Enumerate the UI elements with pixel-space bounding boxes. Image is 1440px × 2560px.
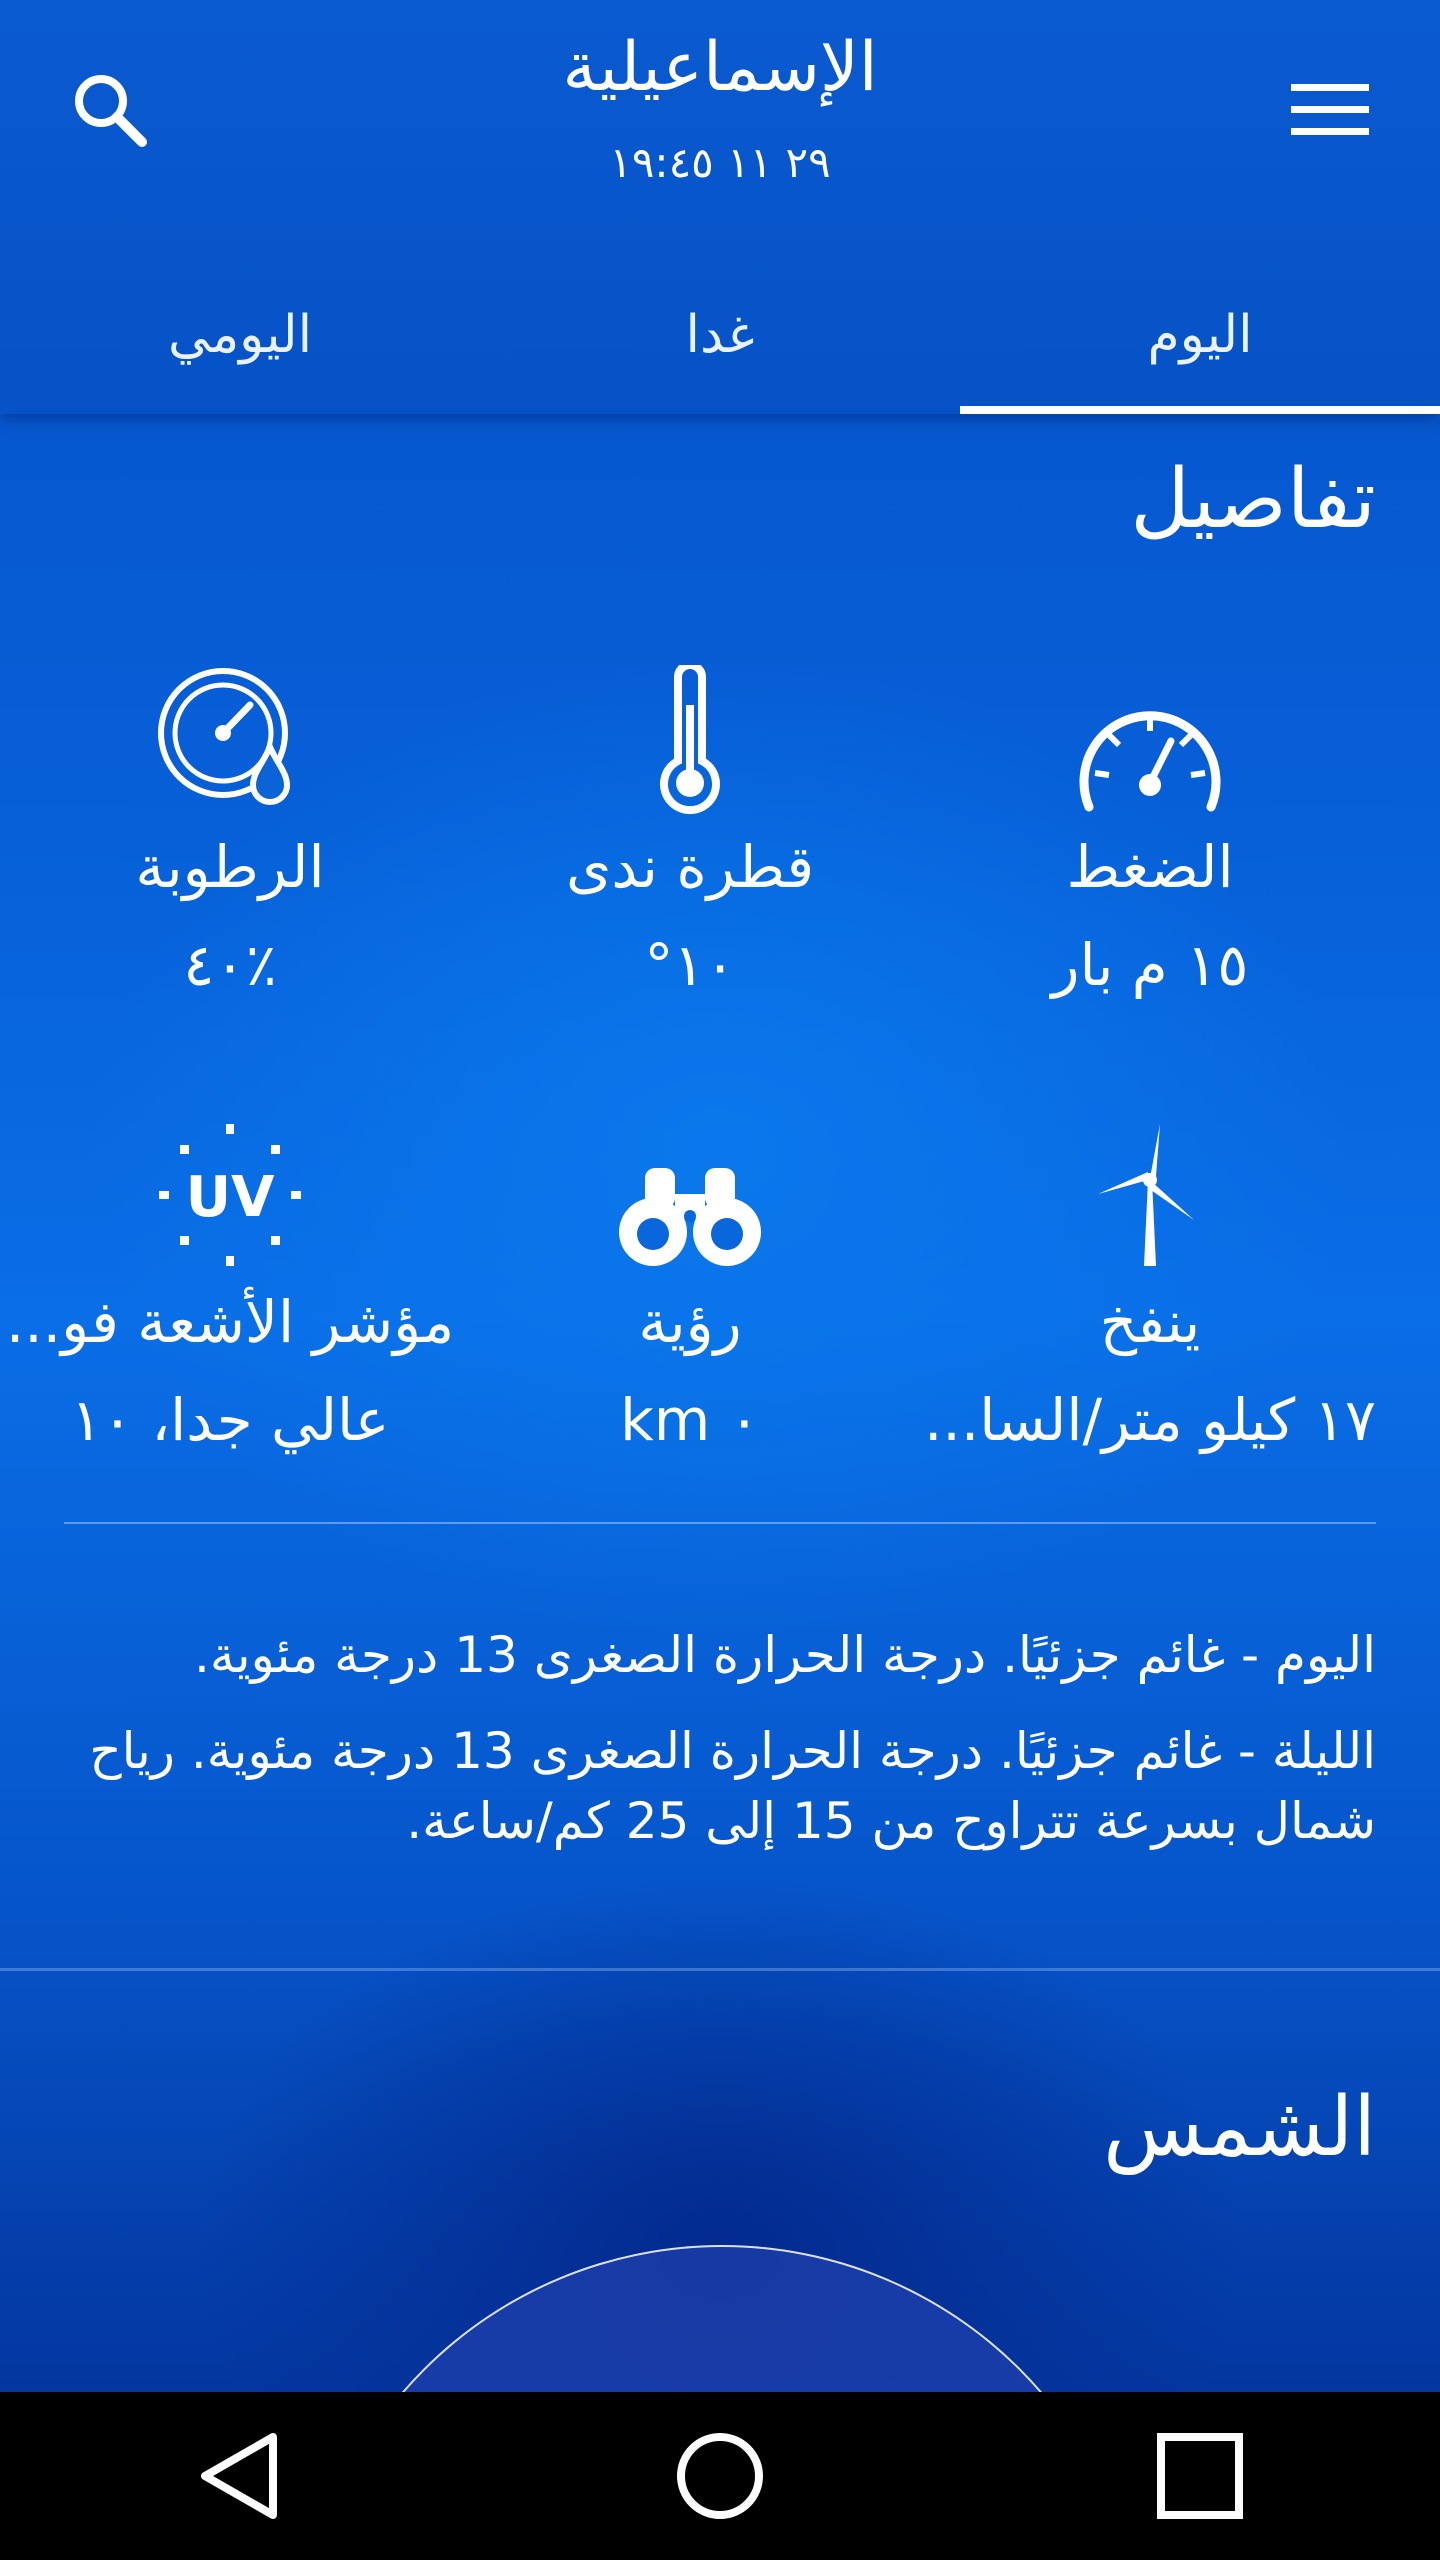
home-icon: [675, 2431, 765, 2521]
search-button[interactable]: [60, 60, 160, 160]
details-divider: [64, 1522, 1376, 1524]
details-row-2: [0, 1110, 1440, 1460]
detail-dew-point: [460, 655, 920, 1005]
recents-icon: [1155, 2431, 1245, 2521]
tab-today[interactable]: اليوم: [960, 255, 1440, 414]
wind-turbine-icon: [1090, 1120, 1210, 1270]
detail-label: مؤشر الأشعة فو...: [5, 1288, 455, 1356]
detail-visibility: [460, 1110, 920, 1460]
thermometer-icon: [650, 665, 730, 815]
forecast-today: اليوم - غائم جزئيًا. درجة الحرارة الصغرى 13 درجة مئوية.: [193, 1626, 1376, 1684]
search-icon: [68, 68, 152, 152]
detail-value: عالي جدا، ١٠: [70, 1386, 390, 1454]
details-title: تفاصيل: [1130, 452, 1376, 547]
uv-icon: [155, 1120, 305, 1270]
svg-text:UV: UV: [185, 1165, 275, 1230]
detail-value: ١٥ م بار: [1051, 931, 1249, 999]
app-header: [0, 0, 1440, 414]
humidity-gauge-icon: [155, 665, 305, 815]
detail-humidity: [0, 655, 460, 1005]
detail-label: قطرة ندى: [565, 833, 815, 901]
detail-value: ١٠°: [644, 931, 736, 999]
recents-button[interactable]: [1120, 2416, 1280, 2536]
tab-tomorrow[interactable]: غدا: [685, 304, 755, 365]
sun-arc: [300, 2245, 1144, 2392]
tab-daily[interactable]: اليومي: [167, 304, 313, 365]
section-divider: [0, 1968, 1440, 1971]
back-icon: [195, 2431, 285, 2521]
detail-value: ٪٤٠: [183, 931, 277, 999]
sun-title: الشمس: [1103, 2080, 1376, 2175]
back-button[interactable]: [160, 2416, 320, 2536]
date-time: ٢٩ ١١ ١٩:٤٥: [609, 138, 831, 187]
menu-icon: [1291, 80, 1369, 140]
detail-label: رؤية: [638, 1288, 742, 1356]
menu-button[interactable]: [1280, 60, 1380, 160]
forecast-tonight: الليلة - غائم جزئيًا. درجة الحرارة الصغرى 13 درجة مئوية. رياح شمال بسرعة تتراوح من 15 إلى 25 كم/ساعة.: [89, 1722, 1376, 1850]
detail-value: ٠ km: [620, 1386, 760, 1454]
pressure-gauge-icon: [1075, 695, 1225, 815]
detail-label: ينفخ: [1099, 1288, 1201, 1356]
detail-value: ١٧ كيلو متر/السا...: [923, 1386, 1377, 1454]
binoculars-icon: [615, 1160, 765, 1270]
forecast-text: [48, 1620, 1376, 1882]
detail-pressure: [920, 655, 1380, 1005]
system-nav-bar: [0, 2392, 1440, 2560]
details-row-1: [0, 655, 1440, 1005]
detail-uv-index: [0, 1110, 460, 1460]
detail-wind: [920, 1110, 1380, 1460]
city-title: الإسماعيلية: [562, 28, 878, 107]
home-button[interactable]: [640, 2416, 800, 2536]
detail-label: الضغط: [1066, 833, 1234, 901]
detail-label: الرطوبة: [135, 833, 325, 901]
tab-bar: [0, 255, 1440, 414]
